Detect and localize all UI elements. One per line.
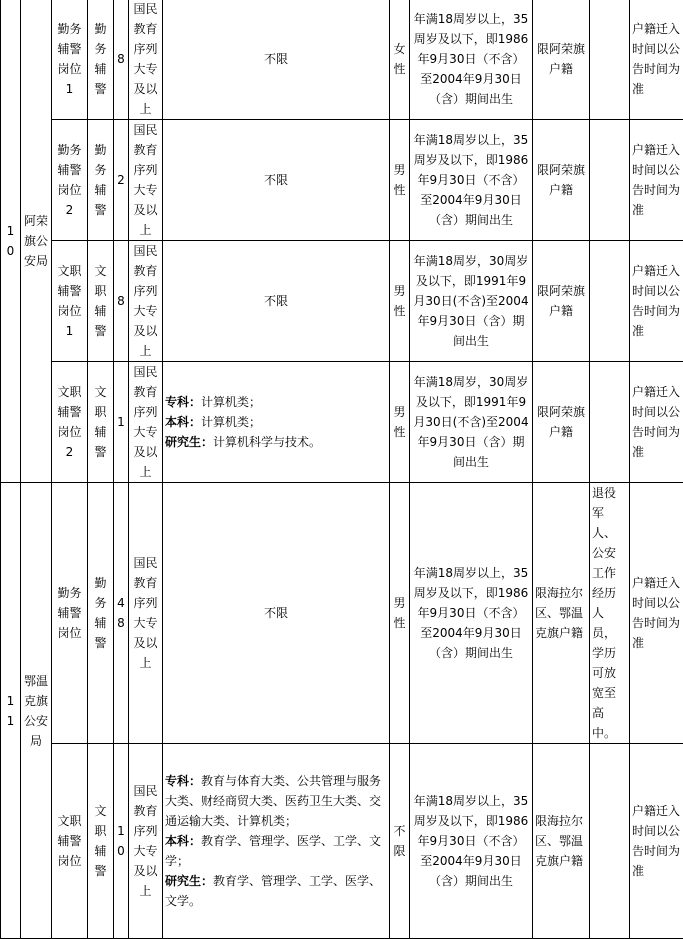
household: 限海拉尔区、鄂温克旗户籍 [533,483,590,744]
gender: 女性 [390,0,410,120]
major-line [165,871,387,911]
major: 不限 [163,241,390,362]
education: 国民教育序列大专及以上 [129,362,163,483]
post-category: 勤务辅警 [88,0,114,120]
education: 国民教育序列大专及以上 [129,483,163,744]
table-row [1,744,683,939]
major [163,744,390,939]
post-name: 文职辅警岗位 [52,744,88,939]
age-requirement: 年满18周岁，30周岁及以下，即1991年9月30日(不含)至2004年9月30日（含）期间出生 [410,362,533,483]
household: 限阿荣旗户籍 [533,0,590,120]
major-text: 教育学、管理学、医学、工学、文学； [165,834,381,868]
other-condition [590,120,630,241]
note: 户籍迁入时间以公告时间为准 [630,744,683,939]
major-line [165,771,387,831]
post-category: 文职辅警 [88,241,114,362]
major-text: 教育与体育大类、公共管理与服务大类、财经商贸大类、医药卫生大类、交通运输大类、计算机类； [165,774,381,828]
household: 限阿荣旗户籍 [533,241,590,362]
major-text: 教育学、管理学、工学、医学、文学。 [165,874,381,908]
gender: 男性 [390,483,410,744]
major-label: 专科： [165,774,201,788]
gender: 男性 [390,241,410,362]
table-row [1,120,683,241]
education: 国民教育序列大专及以上 [129,241,163,362]
note: 户籍迁入时间以公告时间为准 [630,483,683,744]
table-row [1,483,683,744]
post-category: 文职辅警 [88,362,114,483]
major-label: 本科： [165,834,201,848]
note: 户籍迁入时间以公告时间为准 [630,0,683,120]
major-label: 研究生： [165,435,213,449]
other-condition [590,241,630,362]
table-row [1,241,683,362]
other-condition: 退役军人、公安工作经历人员，学历可放宽至高中。 [590,483,630,744]
table-row [1,362,683,483]
major: 不限 [163,0,390,120]
education: 国民教育序列大专及以上 [129,0,163,120]
unit-name: 阿荣旗公安局 [21,0,52,483]
post-category: 文职辅警 [88,744,114,939]
age-requirement: 年满18周岁以上，35周岁及以下，即1986年9月30日（不含）至2004年9月30日（含）期间出生 [410,483,533,744]
other-condition [590,744,630,939]
household: 限阿荣旗户籍 [533,362,590,483]
major-line [165,432,387,452]
recruit-count: 8 [114,241,129,362]
education: 国民教育序列大专及以上 [129,744,163,939]
table-row [1,0,683,120]
education: 国民教育序列大专及以上 [129,120,163,241]
major-label: 研究生： [165,874,213,888]
post-name: 勤务辅警岗位2 [52,120,88,241]
note: 户籍迁入时间以公告时间为准 [630,362,683,483]
major-line [165,392,387,412]
age-requirement: 年满18周岁以上，35周岁及以下，即1986年9月30日（不含）至2004年9月30日（含）期间出生 [410,744,533,939]
household: 限阿荣旗户籍 [533,120,590,241]
unit-name: 鄂温克旗公安局 [21,483,52,939]
post-category: 勤务辅警 [88,120,114,241]
major-text: 计算机类； [201,395,261,409]
recruit-count: 48 [114,483,129,744]
major-line [165,831,387,871]
unit-number: 11 [1,483,21,939]
major-label: 专科： [165,395,201,409]
major: 不限 [163,120,390,241]
post-name: 勤务辅警岗位 [52,483,88,744]
gender: 不限 [390,744,410,939]
post-name: 勤务辅警岗位1 [52,0,88,120]
post-name: 文职辅警岗位1 [52,241,88,362]
age-requirement: 年满18周岁以上，35周岁及以下，即1986年9月30日（不含）至2004年9月30日（含）期间出生 [410,0,533,120]
recruit-count: 8 [114,0,129,120]
major: 不限 [163,483,390,744]
other-condition [590,362,630,483]
post-category: 勤务辅警 [88,483,114,744]
recruit-count: 1 [114,362,129,483]
major-line [165,412,387,432]
age-requirement: 年满18周岁，30周岁及以下，即1991年9月30日(不含)至2004年9月30日（含）期间出生 [410,241,533,362]
recruit-count: 2 [114,120,129,241]
major-text: 计算机类； [201,415,261,429]
other-condition [590,0,630,120]
unit-number: 10 [1,0,21,483]
age-requirement: 年满18周岁以上，35周岁及以下，即1986年9月30日（不含）至2004年9月30日（含）期间出生 [410,120,533,241]
post-name: 文职辅警岗位2 [52,362,88,483]
major [163,362,390,483]
household: 限海拉尔区、鄂温克旗户籍 [533,744,590,939]
gender: 男性 [390,120,410,241]
major-label: 本科： [165,415,201,429]
recruit-count: 10 [114,744,129,939]
note: 户籍迁入时间以公告时间为准 [630,241,683,362]
gender: 男性 [390,362,410,483]
note: 户籍迁入时间以公告时间为准 [630,120,683,241]
major-text: 计算机科学与技术。 [213,435,321,449]
